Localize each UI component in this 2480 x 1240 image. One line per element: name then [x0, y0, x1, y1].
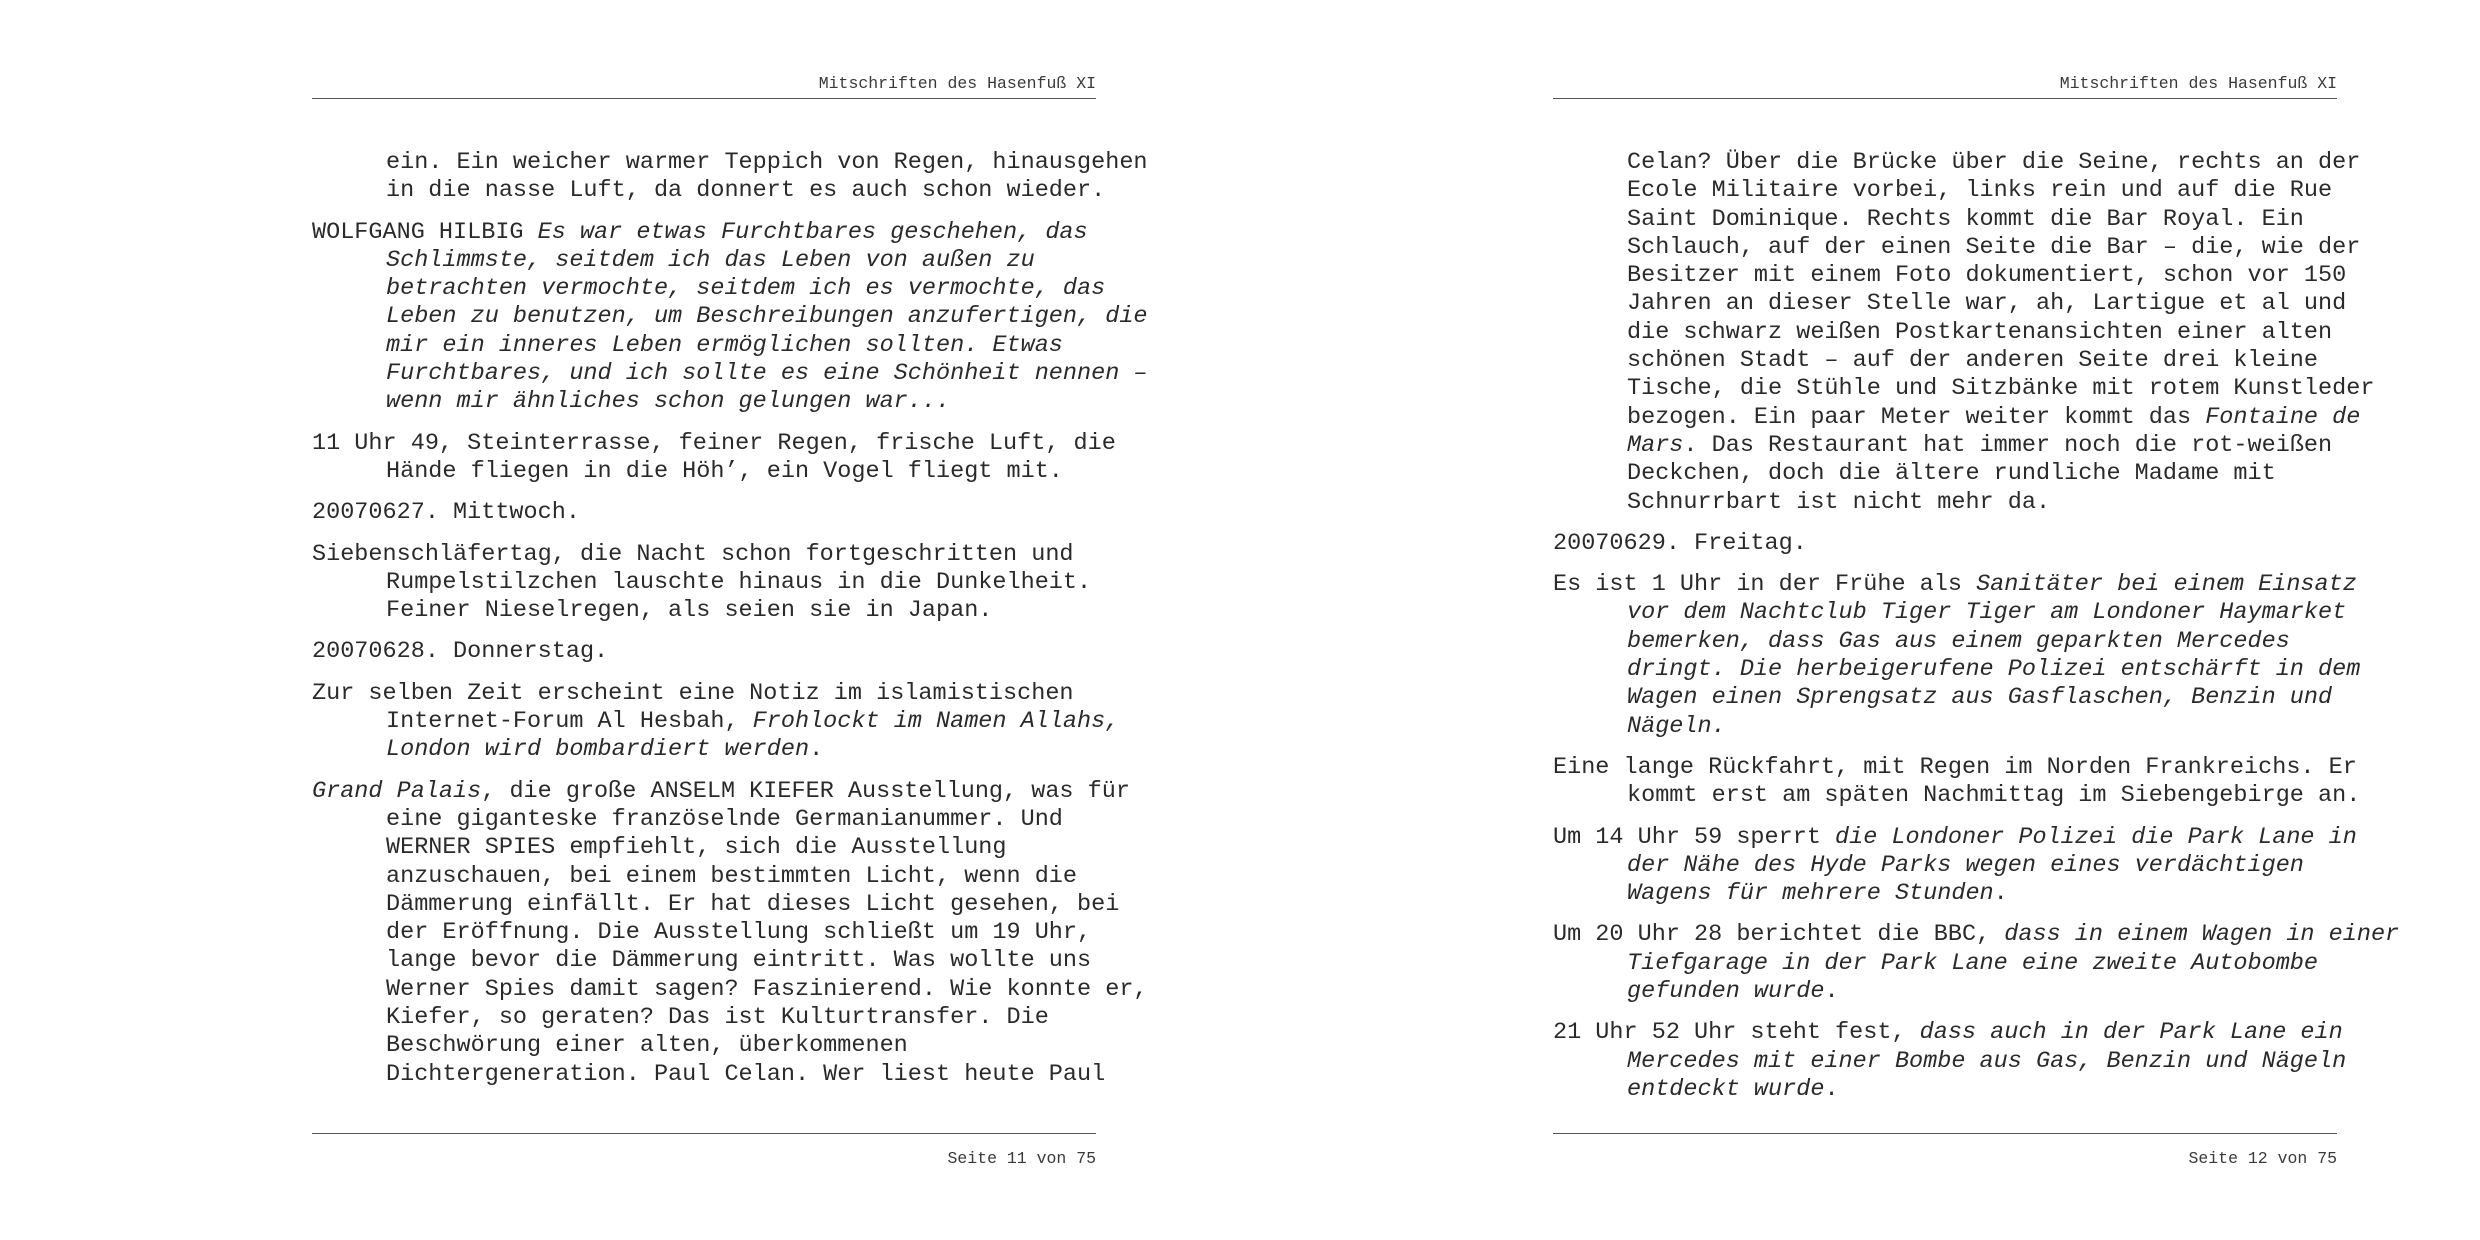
text-run: Celan? Über die Brücke über die Seine, rechts an der — [1627, 149, 2361, 176]
text-run: anzuschauen, bei einem bestimmten Licht, wenn die — [386, 862, 1078, 890]
text-line — [1627, 656, 2361, 684]
text-line — [1553, 753, 2357, 782]
italic-run: Wagen einen Sprengsatz aus Gasflaschen, Benzin und — [1627, 684, 2333, 712]
text-run: Werner Spies damit sagen? Faszinierend. Wie konnte er, — [386, 975, 1148, 1003]
text-line — [312, 638, 1096, 666]
text-run: 20070628. Donnerstag. — [312, 638, 609, 666]
text-line — [1627, 347, 2337, 375]
text-run: . — [809, 736, 824, 764]
left-page — [312, 0, 1148, 1240]
text-line — [1627, 460, 2337, 488]
italic-run: betrachten vermochte, seitdem ich es vermochte, das — [386, 275, 1106, 303]
italic-run: Frohlockt im Namen Allahs, — [752, 708, 1120, 736]
text-run: 20070627. Mittwoch. — [312, 499, 580, 527]
text-line — [386, 303, 1148, 331]
text-line — [1627, 628, 2337, 656]
text-line — [1627, 432, 2337, 460]
text-line — [386, 247, 1096, 275]
text-line — [386, 177, 1106, 205]
text-line — [1627, 880, 2337, 908]
text-run: . — [1993, 880, 2008, 908]
text-line — [1627, 177, 2337, 205]
text-line — [1553, 1019, 2343, 1047]
text-line — [386, 1060, 1106, 1089]
text-run: Besitzer mit einem Foto dokumentiert, schon vor 150 — [1627, 262, 2347, 290]
text-line — [386, 149, 1148, 177]
text-run: Hände fliegen in die Höh’, ein Vogel fliegt mit. — [386, 457, 1063, 485]
text-line — [386, 458, 1096, 486]
running-head: Mitschriften des Hasenfuß XI — [818, 74, 1096, 93]
italic-run: mir ein inneres Leben ermöglichen sollten. Etwas — [386, 331, 1063, 359]
paragraph — [1553, 530, 2337, 558]
header-rule — [1553, 98, 2337, 99]
text-line — [386, 947, 1096, 975]
text-line — [1627, 403, 2361, 432]
paragraph — [312, 149, 1148, 206]
text-line — [312, 429, 1116, 458]
italic-run: die Londoner Polizei die Park Lane in — [1835, 823, 2357, 851]
paragraph — [1553, 921, 2400, 1006]
body-text — [312, 149, 1148, 1102]
italic-run: Nägeln. — [1627, 712, 1726, 740]
text-line — [386, 834, 1096, 862]
text-run: , die große ANSELM KIEFER Ausstellung, was für — [481, 777, 1130, 805]
text-line — [1627, 782, 2361, 810]
italic-run: Mars — [1627, 431, 1684, 459]
text-run: die schwarz weißen Postkartenansichten einer alten — [1627, 318, 2333, 346]
italic-run: Wagens für mehrere Stunden — [1627, 880, 1994, 908]
paragraph — [1553, 823, 2357, 909]
text-line — [312, 499, 1096, 527]
italic-run: dringt. Die herbeigerufene Polizei entschärft in dem — [1627, 656, 2361, 684]
footer-rule — [1553, 1133, 2337, 1134]
text-line — [1553, 921, 2400, 949]
text-line — [312, 679, 1096, 708]
text-run: Saint Dominique. Rechts kommt die Bar Royal. Ein — [1627, 205, 2304, 233]
text-line — [1627, 684, 2337, 712]
text-run: Schlauch, auf der einen Seite die Bar – die, wie der — [1627, 233, 2361, 261]
text-line — [1627, 852, 2337, 880]
text-run: 20070629. Freitag. — [1553, 529, 1807, 557]
text-run: Zur selben Zeit erscheint eine Notiz im islamistischen — [312, 679, 1074, 707]
italic-run: Furchtbares, und ich sollte es eine Schönheit nennen – — [386, 360, 1148, 388]
text-line — [1627, 262, 2347, 290]
text-line — [386, 919, 1096, 947]
text-line — [1627, 319, 2337, 347]
page-number: Seite 11 von 75 — [947, 1149, 1096, 1168]
text-line — [1627, 375, 2375, 403]
text-line — [386, 332, 1096, 360]
italic-run: wenn mir ähnliches schon gelungen war... — [386, 388, 951, 416]
text-line — [386, 388, 1096, 416]
paragraph — [312, 638, 1096, 666]
running-head: Mitschriften des Hasenfuß XI — [2059, 74, 2337, 93]
text-line — [386, 360, 1148, 388]
paragraph — [312, 541, 1096, 626]
paragraph — [312, 777, 1148, 1089]
text-line — [386, 569, 1096, 597]
text-run: Es ist 1 Uhr in der Frühe als — [1553, 571, 1977, 599]
paragraph — [1553, 753, 2361, 811]
text-line — [386, 1032, 1096, 1060]
text-line — [1553, 529, 2337, 558]
text-run: Jahren an dieser Stelle war, ah, Lartigue et al und — [1627, 290, 2347, 318]
text-line — [1627, 599, 2347, 627]
text-line — [386, 736, 1096, 764]
italic-run: vor dem Nachtclub Tiger Tiger am Londoner Haymarket — [1627, 599, 2347, 627]
italic-run: dass in einem Wagen in einer — [2004, 921, 2400, 949]
text-line — [386, 863, 1096, 891]
footer-rule — [312, 1133, 1096, 1134]
text-line — [386, 708, 1120, 736]
italic-run: bemerken, dass Gas aus einem geparkten Mercedes — [1627, 627, 2290, 655]
text-run: Ecole Militaire vorbei, links rein und auf die Rue — [1627, 177, 2333, 205]
text-run: Schnurrbart ist nicht mehr da. — [1627, 488, 2051, 516]
right-page — [1553, 0, 2400, 1240]
text-line — [386, 1004, 1096, 1032]
text-line — [386, 890, 1120, 919]
text-line — [312, 540, 1096, 569]
text-run: Um 14 Uhr 59 sperrt — [1553, 823, 1836, 851]
text-run: Dichtergeneration. Paul Celan. Wer liest heute Paul — [386, 1060, 1106, 1088]
text-line — [1627, 713, 2337, 741]
text-run: Feiner Nieselregen, als seien sie in Japan. — [386, 597, 993, 625]
paragraph — [1553, 149, 2375, 517]
paragraph — [312, 218, 1148, 417]
text-run: WOLFGANG HILBIG — [312, 218, 538, 246]
text-run: bezogen. Ein paar Meter weiter kommt das — [1627, 403, 2206, 431]
body-text — [1553, 149, 2400, 1117]
paragraph — [312, 499, 1096, 527]
italic-run: entdeckt wurde — [1627, 1075, 1825, 1103]
italic-run: der Nähe des Hyde Parks wegen eines verdächtigen — [1627, 851, 2304, 879]
italic-run: Mercedes mit einer Bombe aus Gas, Benzin und Nägeln — [1627, 1047, 2347, 1075]
text-line — [1627, 950, 2337, 978]
italic-run: Schlimmste, seitdem ich das Leben von außen zu — [386, 246, 1035, 274]
text-run: Internet-Forum Al Hesbah, — [386, 708, 753, 736]
text-line — [1627, 489, 2337, 517]
text-run: ein. Ein weicher warmer Teppich von Regen, hinausgehen — [386, 149, 1148, 176]
text-run: 21 Uhr 52 Uhr steht fest, — [1553, 1019, 1920, 1047]
text-run: Kiefer, so geraten? Das ist Kulturtransfer. Die — [386, 1004, 1049, 1032]
text-line — [386, 975, 1148, 1004]
text-line — [1553, 571, 2357, 599]
text-line — [312, 218, 1096, 247]
text-run: Eine lange Rückfahrt, mit Regen im Norden Frankreichs. Er — [1553, 753, 2357, 781]
text-line — [1627, 1047, 2347, 1076]
text-run: in die nasse Luft, da donnert es auch schon wieder. — [386, 177, 1106, 205]
italic-run: dass auch in der Park Lane ein — [1919, 1019, 2343, 1047]
text-run: Dämmerung einfällt. Er hat dieses Licht gesehen, bei — [386, 890, 1120, 918]
italic-run: gefunden wurde — [1627, 978, 1825, 1006]
page-number: Seite 12 von 75 — [2188, 1149, 2337, 1168]
text-line — [1627, 206, 2337, 234]
text-line — [1627, 290, 2347, 318]
text-run: . — [1824, 1075, 1839, 1103]
text-line — [1627, 149, 2361, 177]
text-line — [312, 777, 1130, 806]
text-run: Um 20 Uhr 28 berichtet die BBC, — [1553, 921, 2005, 949]
text-run: Rumpelstilzchen lauschte hinaus in die Dunkelheit. — [386, 568, 1092, 596]
italic-run: London wird bombardiert werden — [386, 736, 810, 764]
paragraph — [1553, 571, 2361, 741]
text-run: der Eröffnung. Die Ausstellung schließt um 19 Uhr, — [386, 919, 1092, 947]
text-line — [1627, 978, 2337, 1006]
text-run: 11 Uhr 49, Steinterrasse, feiner Regen, frische Luft, die — [312, 429, 1116, 457]
italic-run: Es war etwas Furchtbares geschehen, das — [537, 218, 1088, 246]
text-line — [386, 806, 1096, 834]
text-run: lange bevor die Dämmerung eintritt. Was wollte uns — [386, 947, 1092, 975]
paragraph — [312, 429, 1116, 487]
text-line — [1627, 233, 2361, 262]
text-line — [1553, 823, 2357, 852]
italic-run: Tiefgarage in der Park Lane eine zweite Autobombe — [1627, 949, 2319, 977]
text-run: WERNER SPIES empfiehlt, sich die Ausstellung — [386, 834, 1007, 862]
text-line — [386, 597, 1096, 625]
text-run: . Das Restaurant hat immer noch die rot-weißen — [1683, 431, 2333, 459]
text-run: kommt erst am späten Nachmittag im Siebengebirge an. — [1627, 782, 2361, 810]
text-line — [386, 275, 1106, 303]
italic-run: Sanitäter bei einem Einsatz — [1976, 571, 2357, 599]
text-run: Beschwörung einer alten, überkommenen — [386, 1032, 908, 1060]
text-run: . — [1824, 978, 1839, 1006]
italic-run: Fontaine de — [2205, 403, 2361, 431]
text-run: schönen Stadt – auf der anderen Seite drei kleine — [1627, 347, 2319, 375]
paragraph — [1553, 1019, 2347, 1104]
header-rule — [312, 98, 1096, 99]
text-run: Tische, die Stühle und Sitzbänke mit rotem Kunstleder — [1627, 375, 2375, 403]
text-run: Deckchen, doch die ältere rundliche Madame mit — [1627, 460, 2276, 488]
paragraph — [312, 679, 1120, 765]
italic-run: Grand Palais — [312, 777, 482, 805]
text-line — [1627, 1076, 2337, 1104]
text-run: Siebenschläfertag, die Nacht schon fortgeschritten und — [312, 540, 1074, 568]
text-run: eine giganteske französelnde Germanianummer. Und — [386, 805, 1063, 833]
italic-run: Leben zu benutzen, um Beschreibungen anzufertigen, die — [386, 303, 1148, 331]
